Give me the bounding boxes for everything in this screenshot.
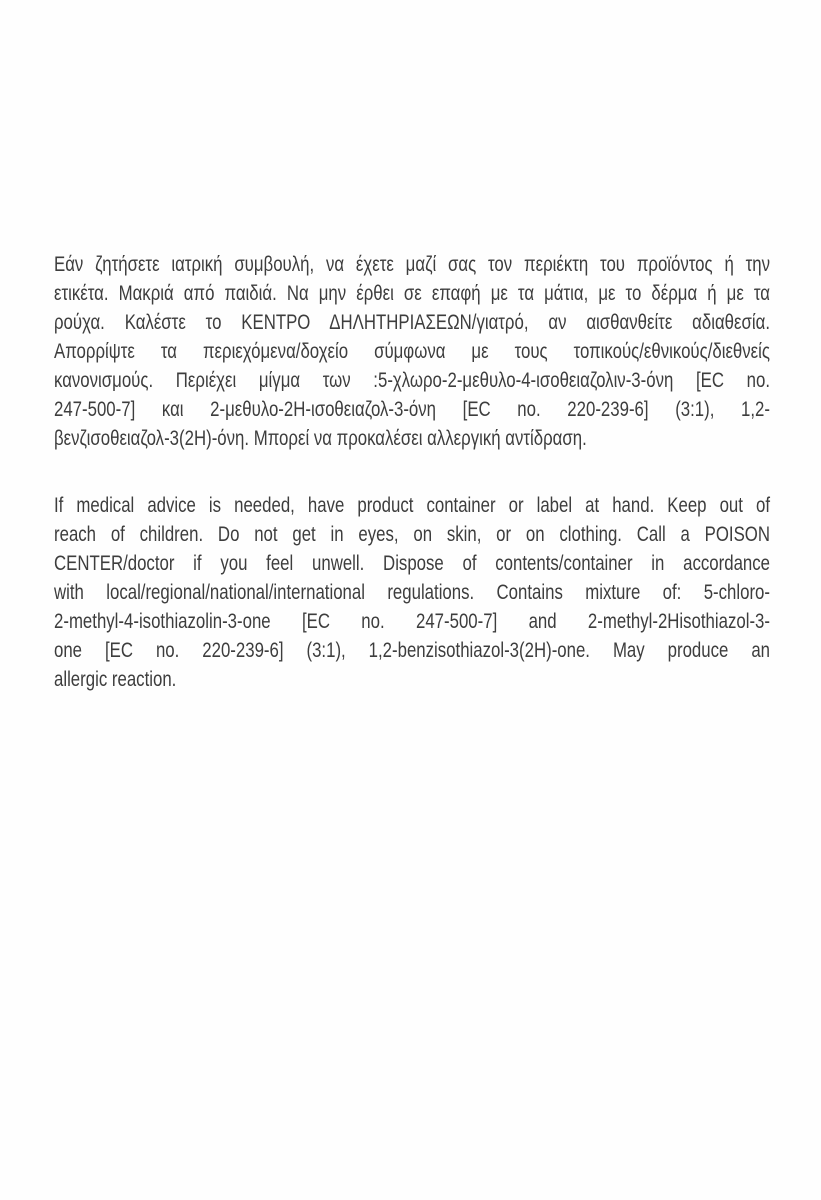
english-paragraph-line: one [EC no. 220-239-6] (3:1), 1,2-benzisothiazol-3(2H)-one. May produce an [54, 639, 770, 662]
greek-paragraph-line: βενζισοθειαζολ-3(2H)-όνη. Μπορεί να προκαλέσει αλλεργική αντίδραση. [54, 427, 587, 450]
english-paragraph-line: If medical advice is needed, have product container or label at hand. Keep out of [54, 494, 770, 517]
greek-paragraph-line: Απορρίψτε τα περιεχόμενα/δοχείο σύμφωνα με τους τοπικούς/εθνικούς/διεθνείς [54, 340, 770, 363]
greek-paragraph-line: ρούχα. Καλέστε το ΚΕΝΤΡΟ ΔΗΛΗΤΗΡΙΑΣΕΩΝ/γιατρό, αν αισθανθείτε αδιαθεσία. [54, 311, 770, 334]
greek-hazard-paragraph [54, 250, 770, 453]
english-paragraph-line: reach of children. Do not get in eyes, on skin, or on clothing. Call a POISON [54, 523, 770, 546]
english-paragraph-line: 2-methyl-4-isothiazolin-3-one [EC no. 247-500-7] and 2-methyl-2Hisothiazol-3- [54, 610, 770, 633]
greek-paragraph-line: ετικέτα. Μακριά από παιδιά. Να μην έρθει σε επαφή με τα μάτια, με το δέρμα ή με τα [54, 282, 770, 305]
english-hazard-paragraph [54, 491, 770, 694]
english-paragraph-line: with local/regional/national/international regulations. Contains mixture of: 5-chloro- [54, 581, 770, 604]
english-paragraph-line: CENTER/doctor if you feel unwell. Dispose of contents/container in accordance [54, 552, 770, 575]
greek-paragraph-line: Εάν ζητήσετε ιατρική συμβουλή, να έχετε μαζί σας τον περιέκτη του προϊόντος ή την [54, 253, 770, 276]
english-paragraph-line: allergic reaction. [54, 668, 177, 691]
greek-paragraph-line: κανονισμούς. Περιέχει μίγμα των :5-χλωρο-2-μεθυλο-4-ισοθειαζολιν-3-όνη [EC no. [54, 369, 770, 392]
greek-paragraph-line: 247-500-7] και 2-μεθυλο-2H-ισοθειαζολ-3-όνη [EC no. 220-239-6] (3:1), 1,2- [54, 398, 770, 421]
